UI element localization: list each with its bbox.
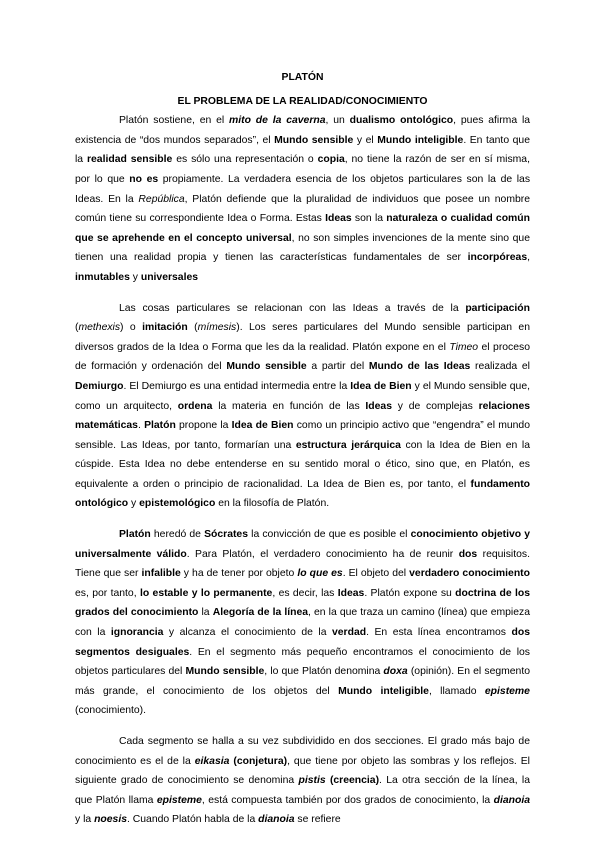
text-run: Las cosas particulares se relacionan con las Ideas a través de la: [119, 302, 466, 314]
text-run: mito de la caverna: [229, 115, 326, 127]
text-run: pistis: [298, 775, 326, 787]
text-run: verdad: [332, 627, 367, 639]
text-run: relaciones matemáticas: [75, 400, 530, 432]
text-run: la: [198, 607, 213, 619]
text-run: el proceso de formación y ordenación del: [75, 341, 531, 373]
text-run: epistemológico: [139, 498, 216, 510]
text-run: requisitos. Tiene que ser: [75, 548, 530, 580]
text-run: naturaleza o cualidad común que se aprehende en el concepto universal: [75, 213, 530, 244]
paragraph: [75, 299, 530, 515]
text-run: Mundo sensible: [226, 361, 307, 373]
text-run: estructura jerárquica: [295, 439, 401, 451]
text-run: verdadero conocimiento: [409, 568, 530, 580]
text-run: y alcanza el conocimiento de la: [163, 627, 332, 639]
text-run: , no son simples invenciones de la mente sino que tienen una realidad propia y tienen las características fundamentales de ser: [75, 232, 530, 264]
text-run: . En esta línea encontramos: [366, 627, 512, 639]
text-run: no es: [129, 173, 159, 185]
text-run: conocimiento objetivo y universalmente válido: [75, 529, 531, 560]
text-run: Cada segmento se halla a su vez subdividido en dos secciones. El grado más bajo de conocimiento es el de la: [75, 736, 530, 767]
text-run: son la: [351, 213, 387, 225]
text-run: , Platón defiende que la pluralidad de individuos que posee un nombre común tiene su correspondiente Idea o Forma. Estas: [75, 193, 530, 225]
text-run: y la: [75, 814, 95, 826]
text-run: . El objeto del: [342, 568, 410, 580]
text-run: Platón: [119, 529, 151, 541]
text-run: universales: [140, 271, 199, 283]
text-run: ). Los seres particulares del Mundo sensible participan en diversos grados de la Idea o Forma que les da la realidad. Platón expone en el: [75, 322, 530, 353]
text-run: dianoia: [493, 794, 530, 806]
text-run: mímesis: [197, 322, 237, 334]
text-run: (creencia): [329, 775, 380, 787]
text-run: es sólo una representación o: [172, 154, 318, 166]
text-run: episteme: [484, 685, 530, 697]
text-run: Alegoría de la línea: [212, 607, 309, 619]
text-run: (opinión). En el segmento más grande, el conocimiento de los objetos del: [75, 666, 531, 697]
text-run: dos segmentos desiguales: [75, 627, 530, 658]
document-subtitle: EL PROBLEMA DE LA REALIDAD/CONOCIMIENTO: [177, 95, 428, 107]
text-run: . Para Platón, el verdadero conocimiento ha de reunir: [186, 548, 459, 560]
text-run: , pues afirma la existencia de “dos mundos separados”, el: [75, 115, 531, 146]
text-run: fundamento ontológico: [75, 478, 530, 510]
text-run: la materia en función de las: [212, 400, 366, 412]
text-run: y: [129, 271, 141, 283]
text-run: Mundo inteligible: [338, 685, 429, 697]
text-run: methexis: [78, 322, 121, 334]
text-run: y el: [353, 134, 378, 146]
text-run: Demiurgo: [75, 380, 124, 392]
text-run: (conjetura): [233, 755, 288, 767]
text-run: . El Demiurgo es una entidad intermedia entre la: [123, 380, 351, 392]
text-run: en la filosofía de Platón.: [215, 498, 330, 510]
text-run: realidad sensible: [86, 154, 173, 166]
document-title: PLATÓN: [281, 72, 324, 83]
text-run: heredó de: [150, 529, 205, 541]
paragraph: [75, 525, 530, 721]
paragraph: [75, 732, 530, 830]
text-run: propone la: [175, 420, 232, 432]
text-run: eikasia: [194, 755, 230, 767]
text-run: Platón sostiene, en el: [119, 115, 230, 127]
text-run: , no tiene la razón de ser en sí misma, por lo que: [75, 154, 530, 185]
text-run: es, por tanto,: [75, 587, 140, 599]
text-run: . La otra sección de la línea, la que Platón llama: [75, 775, 530, 806]
text-run: doxa: [383, 666, 408, 678]
text-run: doctrina de los grados del conocimiento: [75, 587, 530, 619]
text-run: participación: [465, 302, 530, 314]
text-run: .: [137, 420, 145, 432]
text-run: . En tanto que la: [75, 134, 530, 166]
text-run: ignorancia: [110, 627, 164, 639]
text-run: la convicción de que es posible el: [248, 529, 411, 541]
text-run: como un principio activo que “engendra” el mundo sensible. Las Ideas, por tanto, formarían una: [75, 420, 530, 451]
text-run: República: [138, 193, 185, 205]
paragraph: [75, 111, 530, 287]
text-run: dos: [458, 548, 478, 560]
text-run: a partir del: [306, 361, 369, 373]
text-run: Sócrates: [204, 529, 248, 541]
text-run: y de complejas: [392, 400, 479, 412]
text-run: dualismo ontológico: [349, 115, 454, 127]
text-run: incorpóreas: [467, 252, 528, 264]
text-run: Idea de Bien: [350, 380, 412, 392]
text-run: , está compuesta también por dos grados de conocimiento, la: [201, 794, 494, 806]
text-run: dianoia: [258, 814, 295, 826]
text-run: ordena: [177, 400, 213, 412]
text-run: noesis: [94, 814, 127, 826]
text-run: Ideas: [325, 213, 352, 225]
text-run: inmutables: [75, 271, 130, 283]
text-run: . Cuando Platón habla de la: [126, 814, 259, 826]
document-page: [75, 68, 530, 830]
text-run: . En el segmento más pequeño encontramos el conocimiento de los objetos particulares del: [75, 646, 531, 678]
text-run: Mundo sensible: [185, 666, 265, 678]
text-run: imitación: [142, 322, 188, 334]
text-run: ) o: [120, 322, 143, 334]
text-run: copia: [317, 154, 345, 166]
text-run: (: [75, 322, 79, 334]
text-run: , en la que traza un camino (línea) que empieza con la: [75, 607, 530, 639]
text-run: infalible: [141, 568, 181, 580]
text-run: Ideas: [337, 587, 365, 599]
text-run: , un: [325, 115, 350, 127]
text-run: lo que es: [297, 568, 343, 580]
text-run: (conocimiento).: [75, 705, 147, 717]
text-run: Mundo de las Ideas: [368, 361, 471, 373]
text-run: , es decir, las: [272, 587, 338, 599]
text-run: , que tiene por objeto las sombras y los reflejos. El siguiente grado de conocimiento se denomina: [75, 755, 530, 787]
text-run: y el Mundo sensible que, como un arquitecto,: [75, 380, 530, 412]
text-run: , lo que Platón denomina: [264, 666, 384, 678]
text-run: Mundo sensible: [274, 134, 354, 146]
text-run: propiamente. La verdadera esencia de los objetos particulares son la de las Ideas. En la: [75, 173, 531, 205]
text-run: ,: [527, 252, 530, 264]
text-run: con la Idea de Bien en la cúspide. Esta Idea no debe entenderse en su sentido moral o ético, sino que, en Platón, es equivalente a orden o principio de racionalidad. La Idea de Bien es, por tanto, el: [75, 439, 530, 490]
text-run: (: [187, 322, 198, 334]
text-run: y: [128, 498, 140, 510]
text-run: , llamado: [428, 685, 485, 697]
text-run: Idea de Bien: [231, 420, 294, 432]
text-run: Platón: [144, 420, 176, 432]
text-run: Mundo inteligible: [377, 134, 464, 146]
text-run: se refiere: [294, 814, 341, 826]
text-run: Ideas: [365, 400, 392, 412]
text-run: y ha de tener por objeto: [180, 568, 298, 580]
text-run: . Platón expone su: [364, 587, 456, 599]
text-run: realizada el: [470, 361, 530, 373]
text-run: lo estable y lo permanente: [139, 587, 273, 599]
text-run: Timeo: [449, 341, 479, 353]
text-run: episteme: [156, 794, 202, 806]
